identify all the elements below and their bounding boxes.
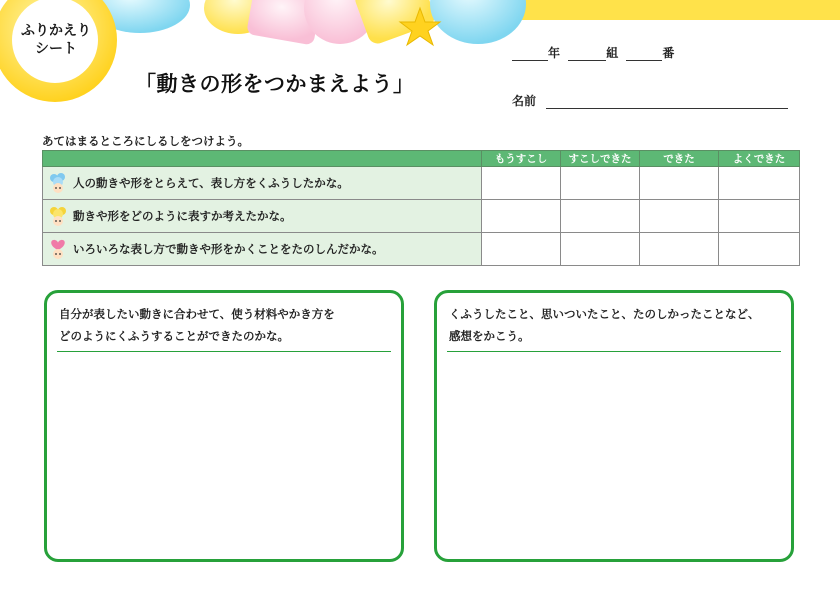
column-header: もうすこし bbox=[482, 151, 561, 167]
rating-cell[interactable] bbox=[482, 200, 561, 233]
instruction-text: あてはまるところにしるしをつけよう。 bbox=[42, 134, 249, 148]
name-field[interactable] bbox=[546, 94, 788, 109]
table-row bbox=[43, 233, 800, 266]
question-text: 動きや形をどのように表すか考えたかな。 bbox=[73, 209, 292, 223]
rating-cell[interactable] bbox=[719, 200, 800, 233]
yellow-mascot-icon bbox=[47, 205, 69, 227]
rating-cell[interactable] bbox=[561, 200, 640, 233]
rating-cell[interactable] bbox=[640, 233, 719, 266]
reflection-prompt bbox=[449, 303, 781, 347]
column-header: できた bbox=[640, 151, 719, 167]
question-header bbox=[43, 151, 482, 167]
rating-cell[interactable] bbox=[482, 167, 561, 200]
question-cell bbox=[43, 200, 482, 233]
column-header: すこしできた bbox=[561, 151, 640, 167]
class-field[interactable] bbox=[568, 46, 606, 61]
year-field[interactable] bbox=[512, 46, 548, 61]
question-cell bbox=[43, 167, 482, 200]
question-cell bbox=[43, 233, 482, 266]
prompt-line: どのようにくふうすることができたのかな。 bbox=[59, 329, 289, 343]
badge-line2: シート bbox=[35, 41, 77, 57]
table-row bbox=[43, 167, 800, 200]
rating-cell[interactable] bbox=[482, 233, 561, 266]
page-title: 「動きの形をつかまえよう」 bbox=[135, 72, 415, 96]
prompt-line: 感想をかこう。 bbox=[449, 329, 530, 343]
grade-class-number bbox=[512, 44, 674, 61]
prompt-divider bbox=[57, 351, 391, 352]
name-label: 名前 bbox=[512, 94, 537, 108]
prompt-divider bbox=[447, 351, 781, 352]
rating-cell[interactable] bbox=[719, 233, 800, 266]
table-row bbox=[43, 200, 800, 233]
rating-cell[interactable] bbox=[640, 200, 719, 233]
number-field[interactable] bbox=[626, 46, 662, 61]
table-header-row bbox=[43, 151, 800, 167]
reflection-box-technique[interactable] bbox=[44, 290, 404, 562]
prompt-line: くふうしたこと、思いついたこと、たのしかったことなど、 bbox=[449, 307, 760, 321]
rating-cell[interactable] bbox=[561, 167, 640, 200]
blue-mascot-icon bbox=[47, 172, 69, 194]
badge-line1: ふりかえり bbox=[21, 23, 91, 39]
class-label: 組 bbox=[606, 46, 619, 60]
reflection-prompt bbox=[59, 303, 391, 347]
sheet-badge bbox=[14, 22, 98, 58]
name-row bbox=[512, 92, 788, 109]
evaluation-table bbox=[42, 150, 800, 266]
reflection-box-impressions[interactable] bbox=[434, 290, 794, 562]
rating-cell[interactable] bbox=[719, 167, 800, 200]
rating-cell[interactable] bbox=[640, 167, 719, 200]
question-text: 人の動きや形をとらえて、表し方をくふうしたかな。 bbox=[73, 176, 349, 190]
column-header: よくできた bbox=[719, 151, 800, 167]
question-text: いろいろな表し方で動きや形をかくことをたのしんだかな。 bbox=[73, 242, 384, 256]
prompt-line: 自分が表したい動きに合わせて、使う材料やかき方を bbox=[59, 307, 335, 321]
year-label: 年 bbox=[548, 46, 561, 60]
pink-mascot-icon bbox=[47, 238, 69, 260]
number-label: 番 bbox=[662, 46, 675, 60]
rating-cell[interactable] bbox=[561, 233, 640, 266]
